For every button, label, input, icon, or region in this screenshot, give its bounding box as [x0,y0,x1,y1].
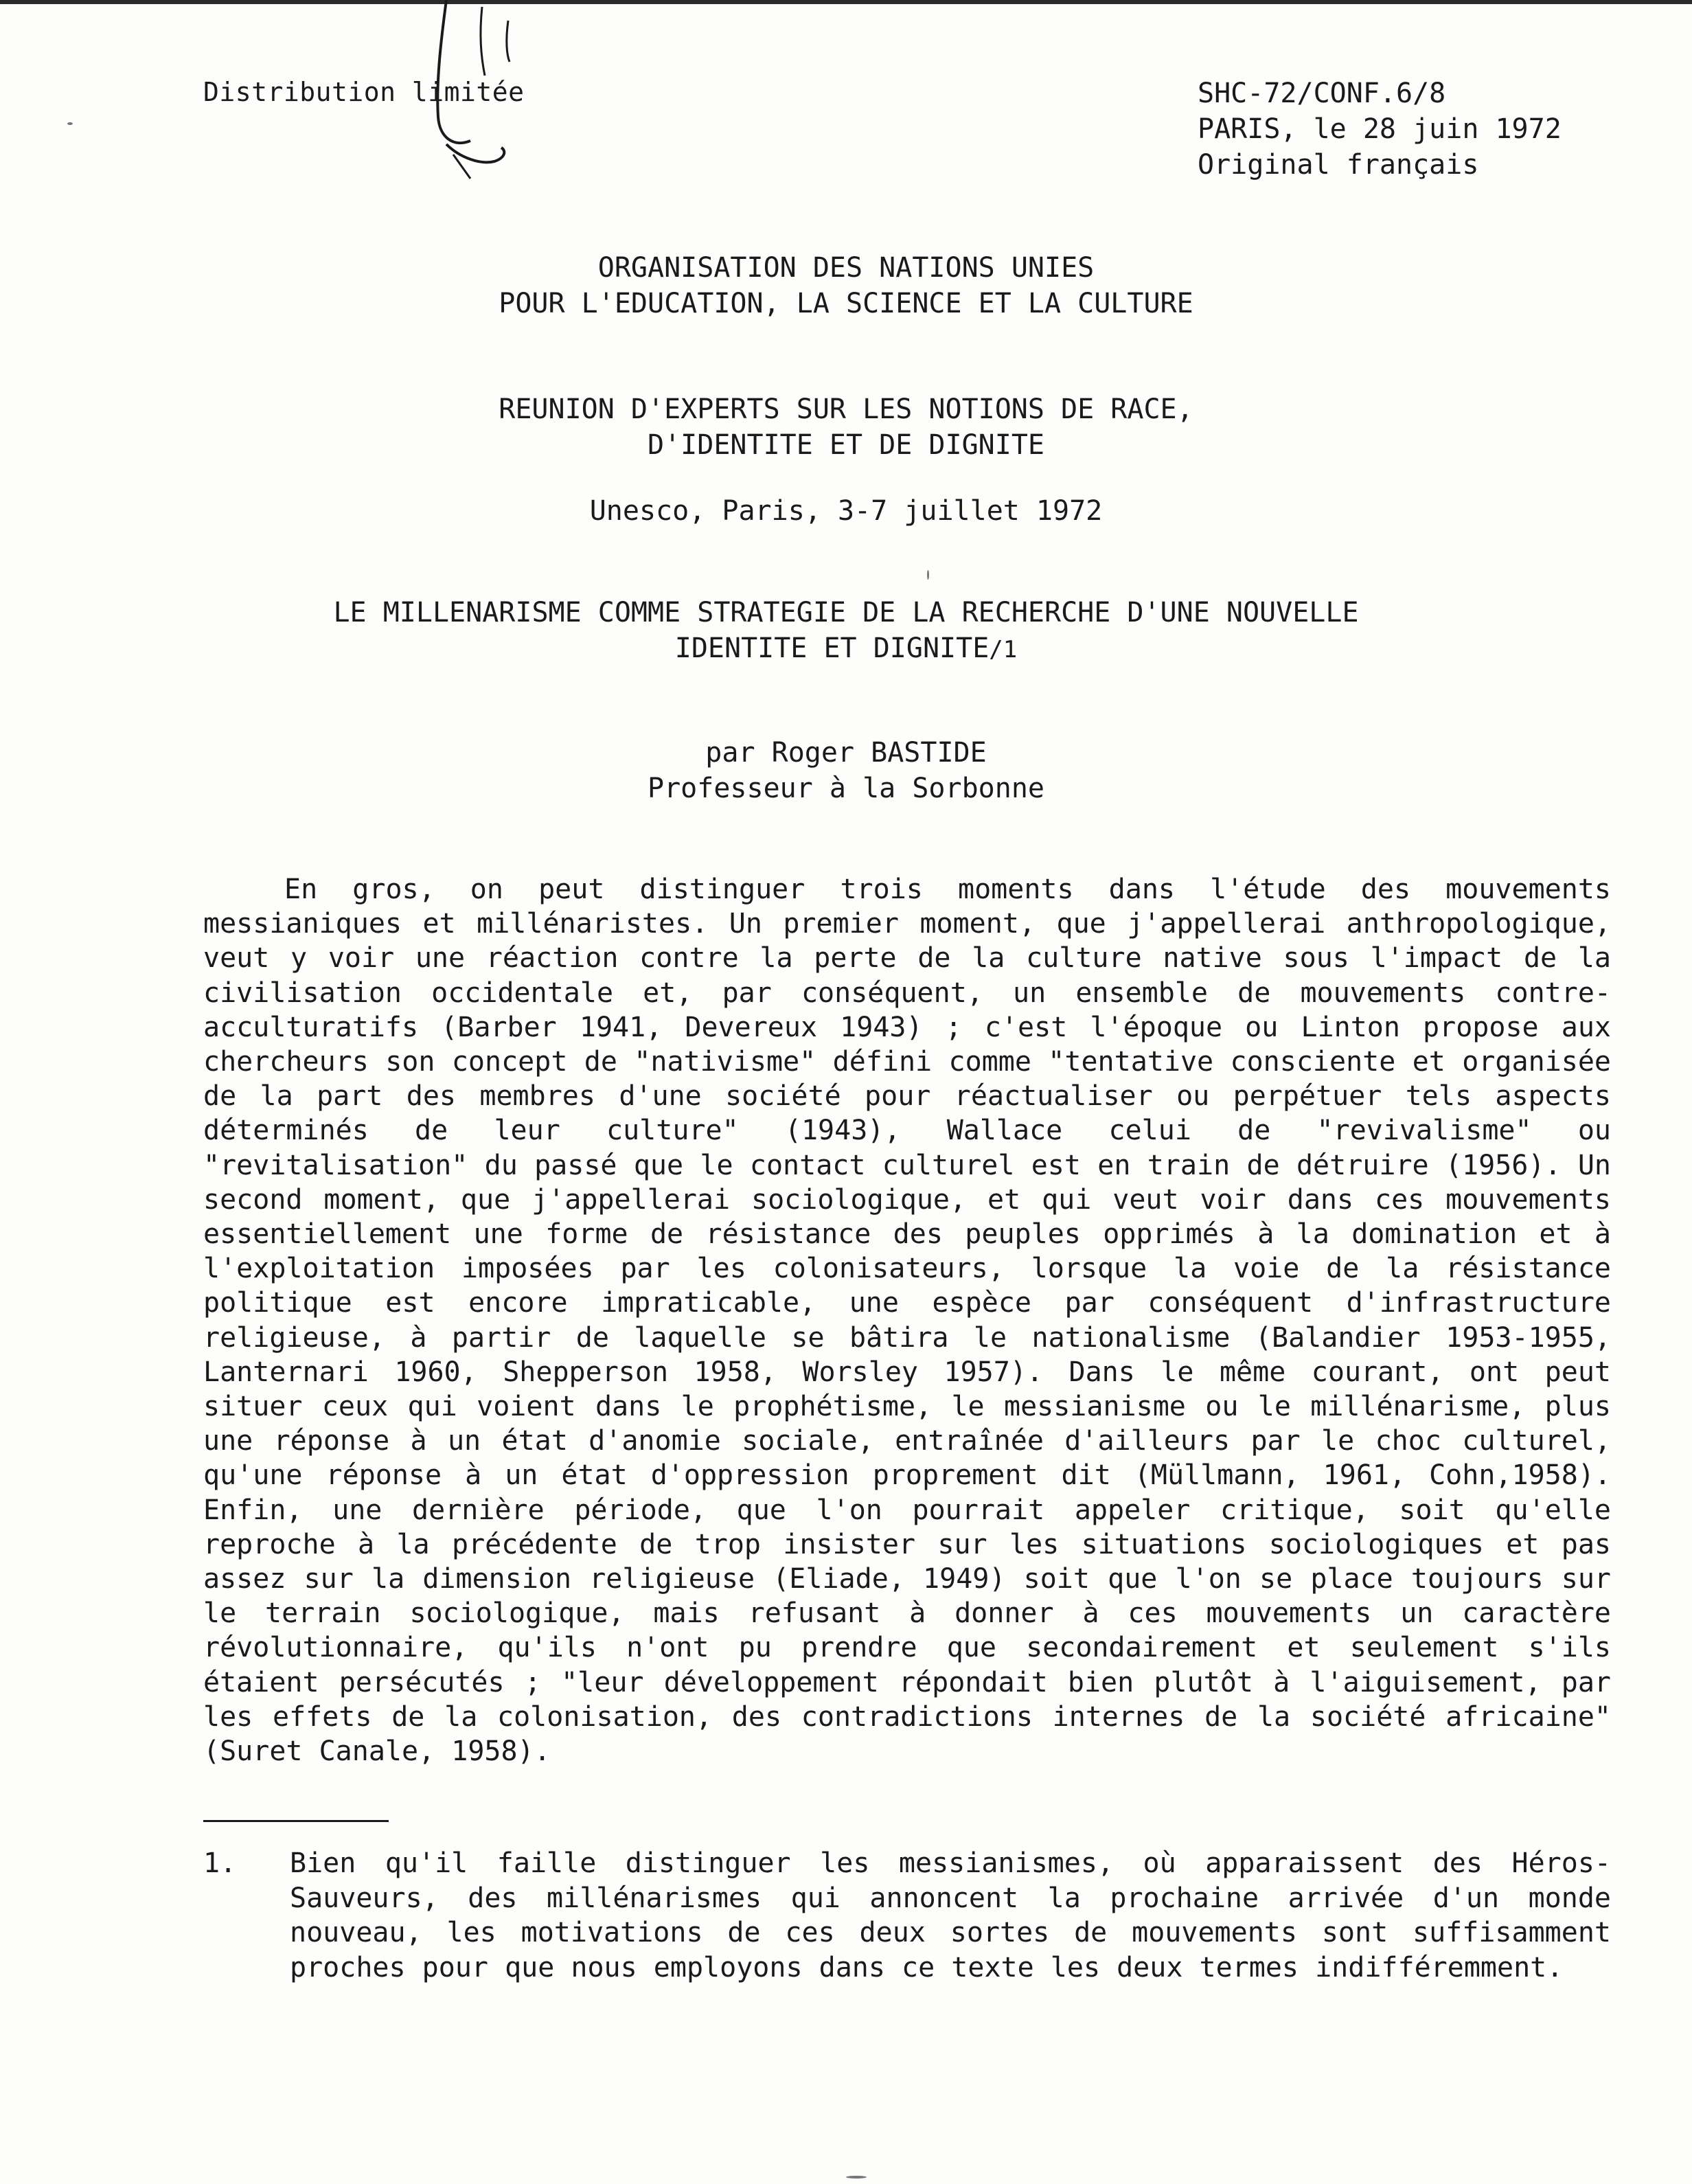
footnote-number: 1. [203,1847,237,1879]
scan-speck [67,122,73,125]
top-border [0,0,1692,4]
document-code: SHC-72/CONF.6/8 [1198,78,1446,109]
distribution-label: Distribution limitée [203,77,525,107]
footnote-divider [203,1820,389,1822]
footnote-text: Bien qu'il faille distinguer les messianismes, où apparaissent des Héros-Sauveurs, des millénarismes qui annoncent la prochaine arrivée d'un monde nouveau, les motivations de ces deux sortes de mouvements sont suffisamment proches pour que nous employons dans ce texte les deux termes indifféremment. [290,1847,1611,1983]
scan-speck [846,2176,867,2179]
original-language: Original français [1198,149,1479,181]
meeting-venue: Unesco, Paris, 3-7 juillet 1972 [589,495,1103,527]
body-paragraph: En gros, on peut distinguer trois moments dans l'étude des mouvements messianiques et millénaristes. Un premier moment, que j'appellerai anthropologique, veut y voir une réaction contre la perte de la culture native sous l'impact de la civilisation occidentale et, par conséquent, un ensemble de mouvements contre-acculturatifs (Barber 1941, Devereux 1943) ; c'est l'époque ou Linton propose aux chercheurs son concept de "nativisme" défini comme "tentative consciente et organisée de la part des membres d'une société pour réactualiser ou perpétuer tels aspects déterminés de leur culture" (1943), Wallace celui de "revivalisme" ou "revitalisation" du passé que le contact culturel est en train de détruire (1956). Un second moment, que j'appellerai sociologique, et qui veut voir dans ces mouvements essentiellement une forme de résistance des peuples opprimés à la domination et à l'exploitation imposées par les colonisateurs, lorsque la voie de la résistance politique est encore impraticable, une espèce par conséquent d'infrastructure religieuse, à partir de laquelle se bâtira le nationalisme (Balandier 1953-1955, Lanternari 1960, Shepperson 1958, Worsley 1957). Dans le même courant, ont peut situer ceux qui voient dans le prophétisme, le messianisme ou le millénarisme, plus une réponse à un état d'anomie sociale, entraînée d'ailleurs par le choc culturel, qu'une réponse à un état d'oppression proprement dit (Müllmann, 1961, Cohn,1958). Enfin, une dernière période, que l'on pourrait appeler critique, soit qu'elle reproche à la précédente de trop insister sur les situations sociologiques et pas assez sur la dimension religieuse (Eliade, 1949) soit que l'on se place toujours sur le terrain sociologique, mais refusant à donner à ces mouvements un caractère révolutionnaire, qu'ils n'ont pu prendre que secondairement et seulement s'ils étaient persécutés ; "leur développement répondait bien plutôt à l'aiguisement, par les effets de la colonisation, des contradictions internes de la société africaine" (Suret Canale, 1958). [203,874,1611,1768]
meeting-title: REUNION D'EXPERTS SUR LES NOTIONS DE RACE, D'IDENTITE ET DE DIGNITE [499,394,1193,461]
paper-title: LE MILLENARISME COMME STRATEGIE DE LA RECHERCHE D'UNE NOUVELLE IDENTITE ET DIGNITE/1 [333,597,1359,664]
scan-speck [927,570,929,580]
footnote-marker: /1 [989,636,1018,663]
organization-name: ORGANISATION DES NATIONS UNIES POUR L'EDUCATION, LA SCIENCE ET LA CULTURE [499,252,1193,319]
place-date: PARIS, le 28 juin 1972 [1198,113,1562,145]
author-name: par Roger BASTIDE [705,737,987,769]
document-reference [1198,76,1562,183]
author-affiliation: Professeur à la Sorbonne [648,773,1044,804]
author-block [0,735,1692,806]
